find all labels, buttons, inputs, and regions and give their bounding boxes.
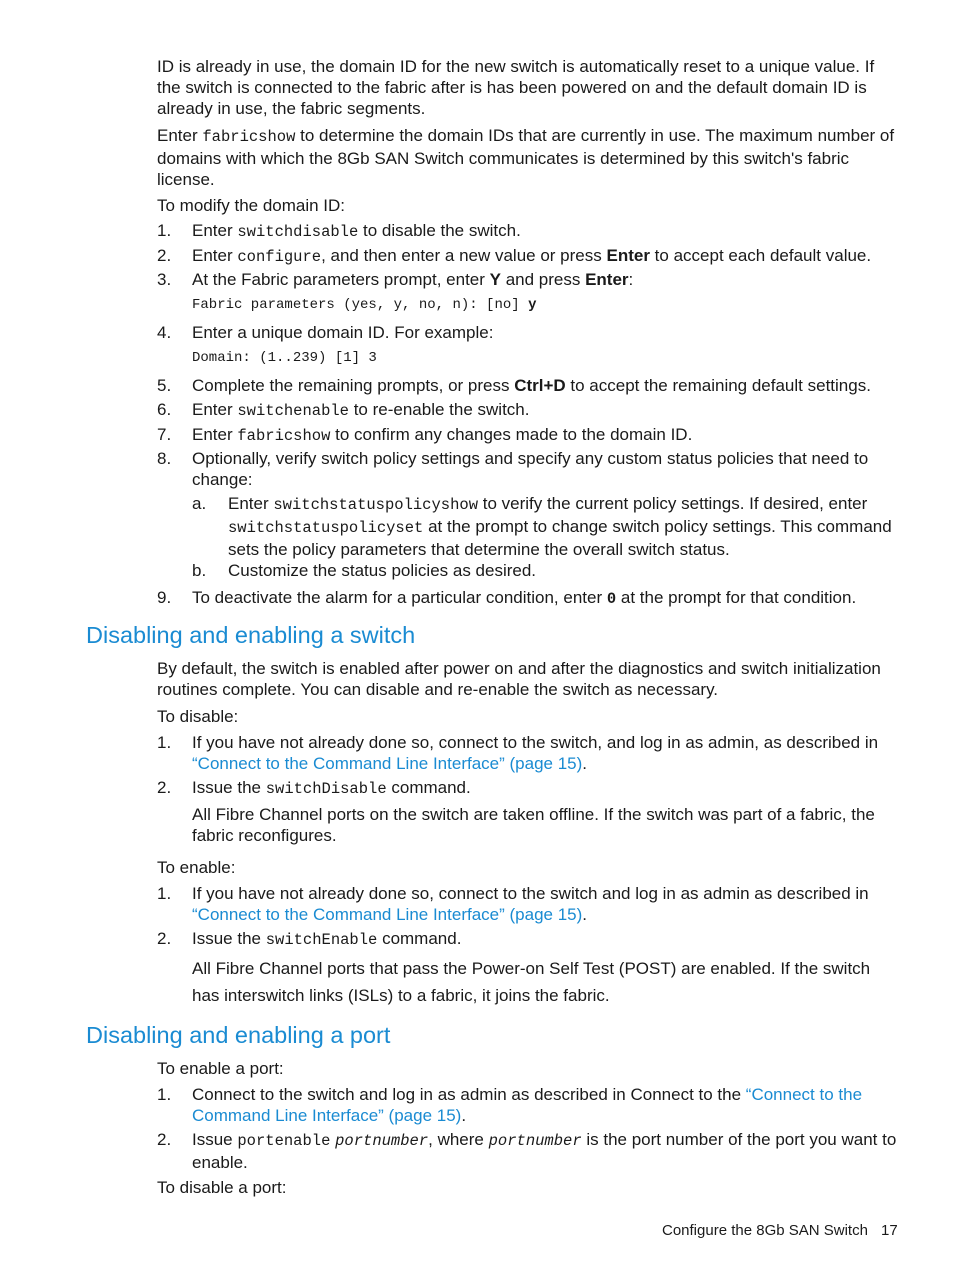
- cli-link[interactable]: “Connect to the Command Line Interface” (page 15): [192, 754, 583, 773]
- step-8a: a. Enter switchstatuspolicyshow to verify the current policy settings. If desired, enter switchstatuspolicyset at the prompt to change switch policy settings. This command sets the policy parameters that determine the overall switch status.: [192, 494, 892, 559]
- disable-step-2: 2. Issue the switchDisable command.: [157, 778, 471, 798]
- disable-step-1: 1. If you have not already done so, connect to the switch, and log in as admin, as described in “Connect to the Command Line Interface” (page 15).: [157, 733, 879, 773]
- cli-link[interactable]: “Connect to the Command Line Interface” (page 15): [192, 1085, 863, 1125]
- command-argument: portnumber: [488, 1132, 582, 1150]
- command-code: switchenable: [237, 402, 349, 420]
- code-example-fabric-parameters: Fabric parameters (yes, y, no, n): [no] y: [192, 297, 537, 313]
- command-code: fabricshow: [202, 128, 296, 146]
- step-4: 4. Enter a unique domain ID. For example:: [157, 323, 494, 342]
- enable-step-1: 1. If you have not already done so, connect to the switch and log in as admin as described in “Connect to the Command Line Interface” (page 15).: [157, 884, 869, 924]
- switch-intro: By default, the switch is enabled after power on and after the diagnostics and switch initialization routines complete. You can disable and re-enable the switch as necessary.: [157, 659, 881, 699]
- section-heading-port: Disabling and enabling a port: [86, 1022, 391, 1048]
- to-disable-port-label: To disable a port:: [157, 1178, 287, 1197]
- footer-title: Configure the 8Gb SAN Switch: [662, 1222, 868, 1239]
- command-code: portenable: [237, 1132, 331, 1150]
- port-step-1: 1. Connect to the switch and log in as admin as described in Connect to the “Connect to the Command Line Interface” (page 15).: [157, 1085, 863, 1125]
- command-argument: portnumber: [335, 1132, 429, 1150]
- enable-step-2: 2. Issue the switchEnable command.: [157, 929, 462, 949]
- step-8: 8. Optionally, verify switch policy settings and specify any custom status policies that need to change:: [157, 449, 869, 489]
- command-code: fabricshow: [237, 427, 331, 445]
- command-code: configure: [237, 248, 322, 266]
- intro-paragraph: ID is already in use, the domain ID for the new switch is automatically reset to a unique value. If the switch is connected to the fabric after is has been powered on and the default domain ID is already in use, the fabric segments.: [157, 57, 875, 118]
- step-7: 7. Enter fabricshow to confirm any changes made to the domain ID.: [157, 425, 693, 445]
- code-example-domain: Domain: (1..239) [1] 3: [192, 350, 377, 366]
- enable-note: All Fibre Channel ports that pass the Power-on Self Test (POST) are enabled. If the switch has interswitch links (ISLs) to a fabric, it joins the fabric.: [192, 959, 871, 1005]
- to-enable-port-label: To enable a port:: [157, 1059, 284, 1078]
- port-step-2: 2. Issue portenable portnumber, where portnumber is the port number of the port you want to enable.: [157, 1130, 897, 1172]
- command-code: switchdisable: [237, 223, 359, 241]
- step-2: 2. Enter configure, and then enter a new value or press Enter to accept each default value.: [157, 246, 872, 266]
- modify-domain-label: To modify the domain ID:: [157, 196, 346, 215]
- disable-note: All Fibre Channel ports on the switch are taken offline. If the switch was part of a fabric, the fabric reconfigures.: [192, 805, 875, 845]
- step-1: 1. Enter switchdisable to disable the switch.: [157, 221, 521, 241]
- to-enable-label: To enable:: [157, 858, 236, 877]
- command-code: switchstatuspolicyshow: [273, 496, 478, 514]
- command-code: 0: [606, 590, 617, 608]
- step-6: 6. Enter switchenable to re-enable the switch.: [157, 400, 530, 420]
- to-disable-label: To disable:: [157, 707, 239, 726]
- step-8b: b. Customize the status policies as desired.: [192, 561, 537, 580]
- step-9: 9. To deactivate the alarm for a particular condition, enter 0 at the prompt for that condition.: [157, 588, 857, 608]
- command-code: switchDisable: [265, 780, 387, 798]
- intro-paragraph-fabricshow: Enter fabricshow to determine the domain IDs that are currently in use. The maximum number of domains with which the 8Gb SAN Switch communicates is determined by this switch's fabric license.: [157, 126, 895, 189]
- command-code: switchstatuspolicyset: [228, 519, 424, 537]
- step-3: 3. At the Fabric parameters prompt, enter Y and press Enter:: [157, 270, 634, 289]
- cli-link[interactable]: “Connect to the Command Line Interface” (page 15): [192, 905, 583, 924]
- step-5: 5. Complete the remaining prompts, or press Ctrl+D to accept the remaining default settings.: [157, 376, 871, 395]
- command-code: switchEnable: [265, 931, 378, 949]
- page-number: 17: [881, 1222, 898, 1239]
- section-heading-switch: Disabling and enabling a switch: [86, 622, 416, 648]
